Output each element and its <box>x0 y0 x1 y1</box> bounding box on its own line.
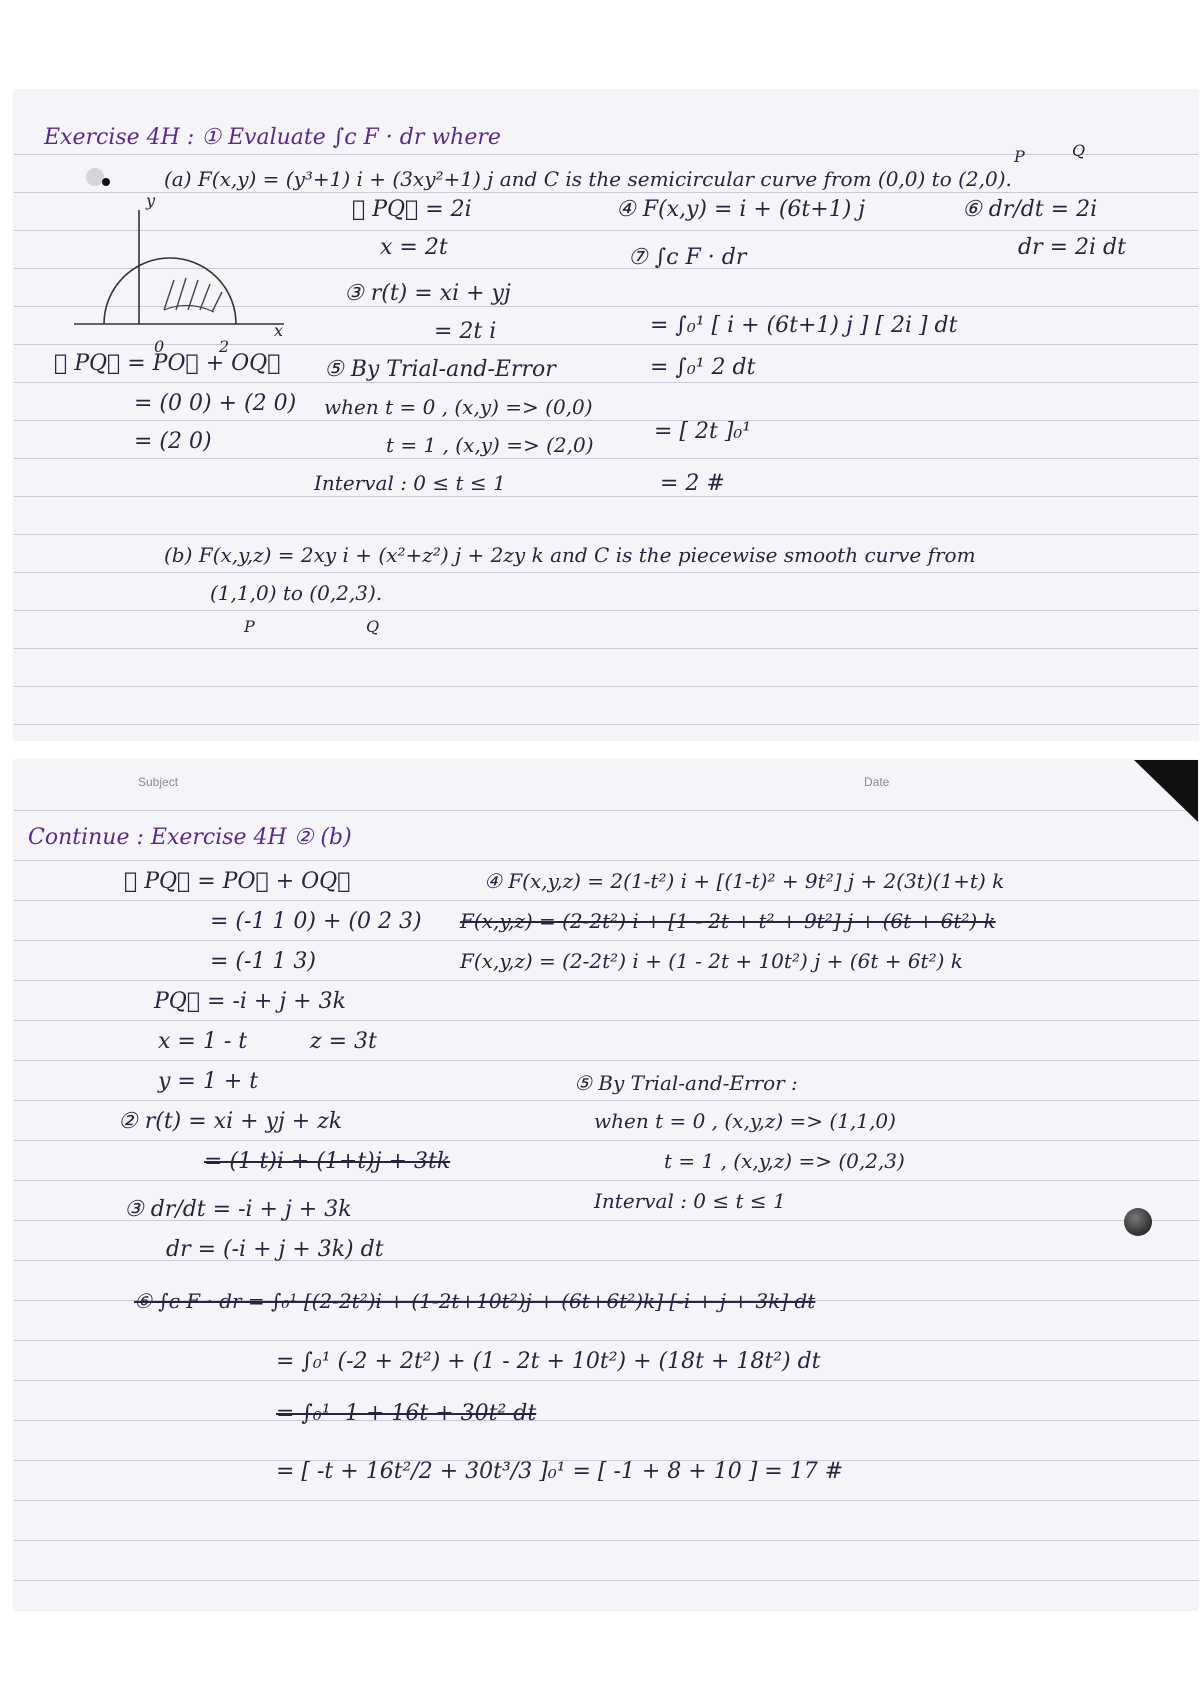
z-equation: z = 3t <box>310 1029 377 1054</box>
ruled-line <box>14 534 1198 535</box>
ruled-line <box>14 1140 1198 1141</box>
step-3-position: ③ r(t) = xi + yj <box>344 281 511 306</box>
when-t-one: t = 1 , (x,y) => (2,0) <box>386 433 594 457</box>
subject-label: Subject <box>138 775 179 789</box>
ruled-line <box>14 420 1198 421</box>
step-6-derivative: ⑥ dr/dt = 2i <box>962 197 1098 222</box>
ink-dot <box>102 178 110 186</box>
ruled-line <box>14 810 1198 811</box>
date-label: Date <box>864 775 890 789</box>
ruled-line <box>14 860 1198 861</box>
y-axis-label: y <box>146 191 156 210</box>
step-4-expand: F(x,y,z) = (2-2t²) i + [1 - 2t + t² + 9t²] j + (6t + 6t²) k <box>460 909 996 933</box>
label-p: P <box>1014 147 1025 166</box>
x-equation: x = 1 - t <box>158 1029 248 1054</box>
part-a-statement: (a) F(x,y) = (y³+1) i + (3xy²+1) j and C is the semicircular curve from (0,0) to (2,0). <box>164 167 1012 191</box>
part-b-endpoints: (1,1,0) to (0,2,3). <box>210 581 383 605</box>
step-1-pq: ① PQ⃗ = PO⃗ + OQ⃗ <box>54 351 281 376</box>
step-3-derivative: ③ dr/dt = -i + j + 3k <box>124 1197 352 1222</box>
ruled-line <box>14 1100 1198 1101</box>
integral-result: = [ -t + 16t²/2 + 30t³/3 ]₀¹ = [ -1 + 8 + 10 ] = 17 # <box>276 1459 844 1484</box>
origin-label: 0 <box>154 337 165 356</box>
step-4-simplified: F(x,y,z) = (2-2t²) i + (1 - 2t + 10t²) j + (6t + 6t²) k <box>460 949 963 973</box>
endpoint-p-label: P <box>244 617 255 636</box>
ruled-line <box>14 900 1198 901</box>
ruled-line <box>14 610 1198 611</box>
step-2-position: ② r(t) = xi + yj + zk <box>118 1109 343 1134</box>
step-4-field: ④ F(x,y) = i + (6t+1) j <box>616 197 866 222</box>
label-q: Q <box>1072 141 1086 160</box>
step-5-trial: ⑤ By Trial-and-Error : <box>574 1071 798 1095</box>
step-1-vectors: = (-1 1 0) + (0 2 3) <box>210 909 422 934</box>
ruled-line <box>14 648 1198 649</box>
ruled-line <box>14 1180 1198 1181</box>
x-axis-label: x <box>274 321 284 340</box>
endpoint-q-label: Q <box>366 617 380 636</box>
step-1-result: = (-1 1 3) <box>210 949 317 974</box>
step-2-result: = (1-t)i + (1+t)j + 3tk <box>204 1149 451 1174</box>
step-1-result: = (2 0) <box>134 429 212 454</box>
integral-line-3: = [ 2t ]₀¹ <box>654 419 752 444</box>
when-t-zero: when t = 0 , (x,y,z) => (1,1,0) <box>594 1109 896 1133</box>
step-3-result: = 2t i <box>434 319 497 344</box>
step-1-pq: ① PQ⃗ = PO⃗ + OQ⃗ <box>124 869 351 894</box>
dr-expression: dr = 2i dt <box>1018 235 1126 260</box>
continue-heading: Continue : Exercise 4H ② (b) <box>28 825 352 850</box>
ruled-line <box>14 1420 1198 1421</box>
step-5-trial: ⑤ By Trial-and-Error <box>324 357 556 382</box>
step-7-integral: ⑦ ∫ᴄ F · dr <box>628 245 747 270</box>
ruled-line <box>14 344 1198 345</box>
page-corner-fold <box>1128 760 1198 830</box>
ruled-line <box>14 496 1198 497</box>
ruled-line <box>14 1500 1198 1501</box>
ruled-line <box>14 940 1198 941</box>
x-equation: x = 2t <box>380 235 448 260</box>
interval: Interval : 0 ≤ t ≤ 1 <box>594 1189 786 1213</box>
ruled-line <box>14 1060 1198 1061</box>
ruled-line <box>14 192 1198 193</box>
notebook-page-1 <box>14 90 1198 740</box>
integral-line-1: = ∫₀¹ (-2 + 2t²) + (1 - 2t + 10t²) + (18t + 18t²) dt <box>276 1349 821 1374</box>
ruled-line <box>14 980 1198 981</box>
y-equation: y = 1 + t <box>158 1069 259 1094</box>
tick-two-label: 2 <box>219 337 230 356</box>
ruled-line <box>14 686 1198 687</box>
ruled-line <box>14 1540 1198 1541</box>
integral-line-2: = ∫₀¹ 2 dt <box>650 355 756 380</box>
ruled-line <box>14 724 1198 725</box>
interval: Interval : 0 ≤ t ≤ 1 <box>314 471 506 495</box>
semicircle-diagram <box>54 200 294 340</box>
step-4-field: ④ F(x,y,z) = 2(1-t²) i + [(1-t)² + 9t²] j + 2(3t)(1+t) k <box>484 869 1005 893</box>
integral-result: = 2 # <box>660 471 725 496</box>
exercise-heading: Exercise 4H : ① Evaluate ∫ᴄ F · dr where <box>44 125 501 150</box>
notebook-page-2 <box>14 760 1198 1610</box>
dr-expression: dr = (-i + j + 3k) dt <box>166 1237 384 1262</box>
step-6-integral: ⑥ ∫ᴄ F · dr = ∫₀¹ [(2-2t²)i + (1-2t+10t²)j + (6t+6t²)k] [-i + j + 3k] dt <box>134 1289 816 1313</box>
step-1-vectors: = (0 0) + (2 0) <box>134 391 297 416</box>
ruled-line <box>14 382 1198 383</box>
step-2-pq: ② PQ⃗ = 2i <box>352 197 472 222</box>
ruled-line <box>14 1340 1198 1341</box>
when-t-zero: when t = 0 , (x,y) => (0,0) <box>324 395 593 419</box>
ruled-line <box>14 1580 1198 1581</box>
part-b-statement: (b) F(x,y,z) = 2xy i + (x²+z²) j + 2zy k and C is the piecewise smooth curve from <box>164 543 976 567</box>
ruled-line <box>14 1380 1198 1381</box>
integral-line-1: = ∫₀¹ [ i + (6t+1) j ] [ 2i ] dt <box>650 313 958 338</box>
pq-vector: PQ⃗ = -i + j + 3k <box>154 989 346 1014</box>
integral-line-2: = ∫₀¹ -1 + 16t + 30t² dt <box>276 1401 537 1426</box>
when-t-one: t = 1 , (x,y,z) => (0,2,3) <box>664 1149 905 1173</box>
ruled-line <box>14 458 1198 459</box>
ruled-line <box>14 572 1198 573</box>
ink-blot <box>1124 1208 1152 1236</box>
ruled-line <box>14 1020 1198 1021</box>
